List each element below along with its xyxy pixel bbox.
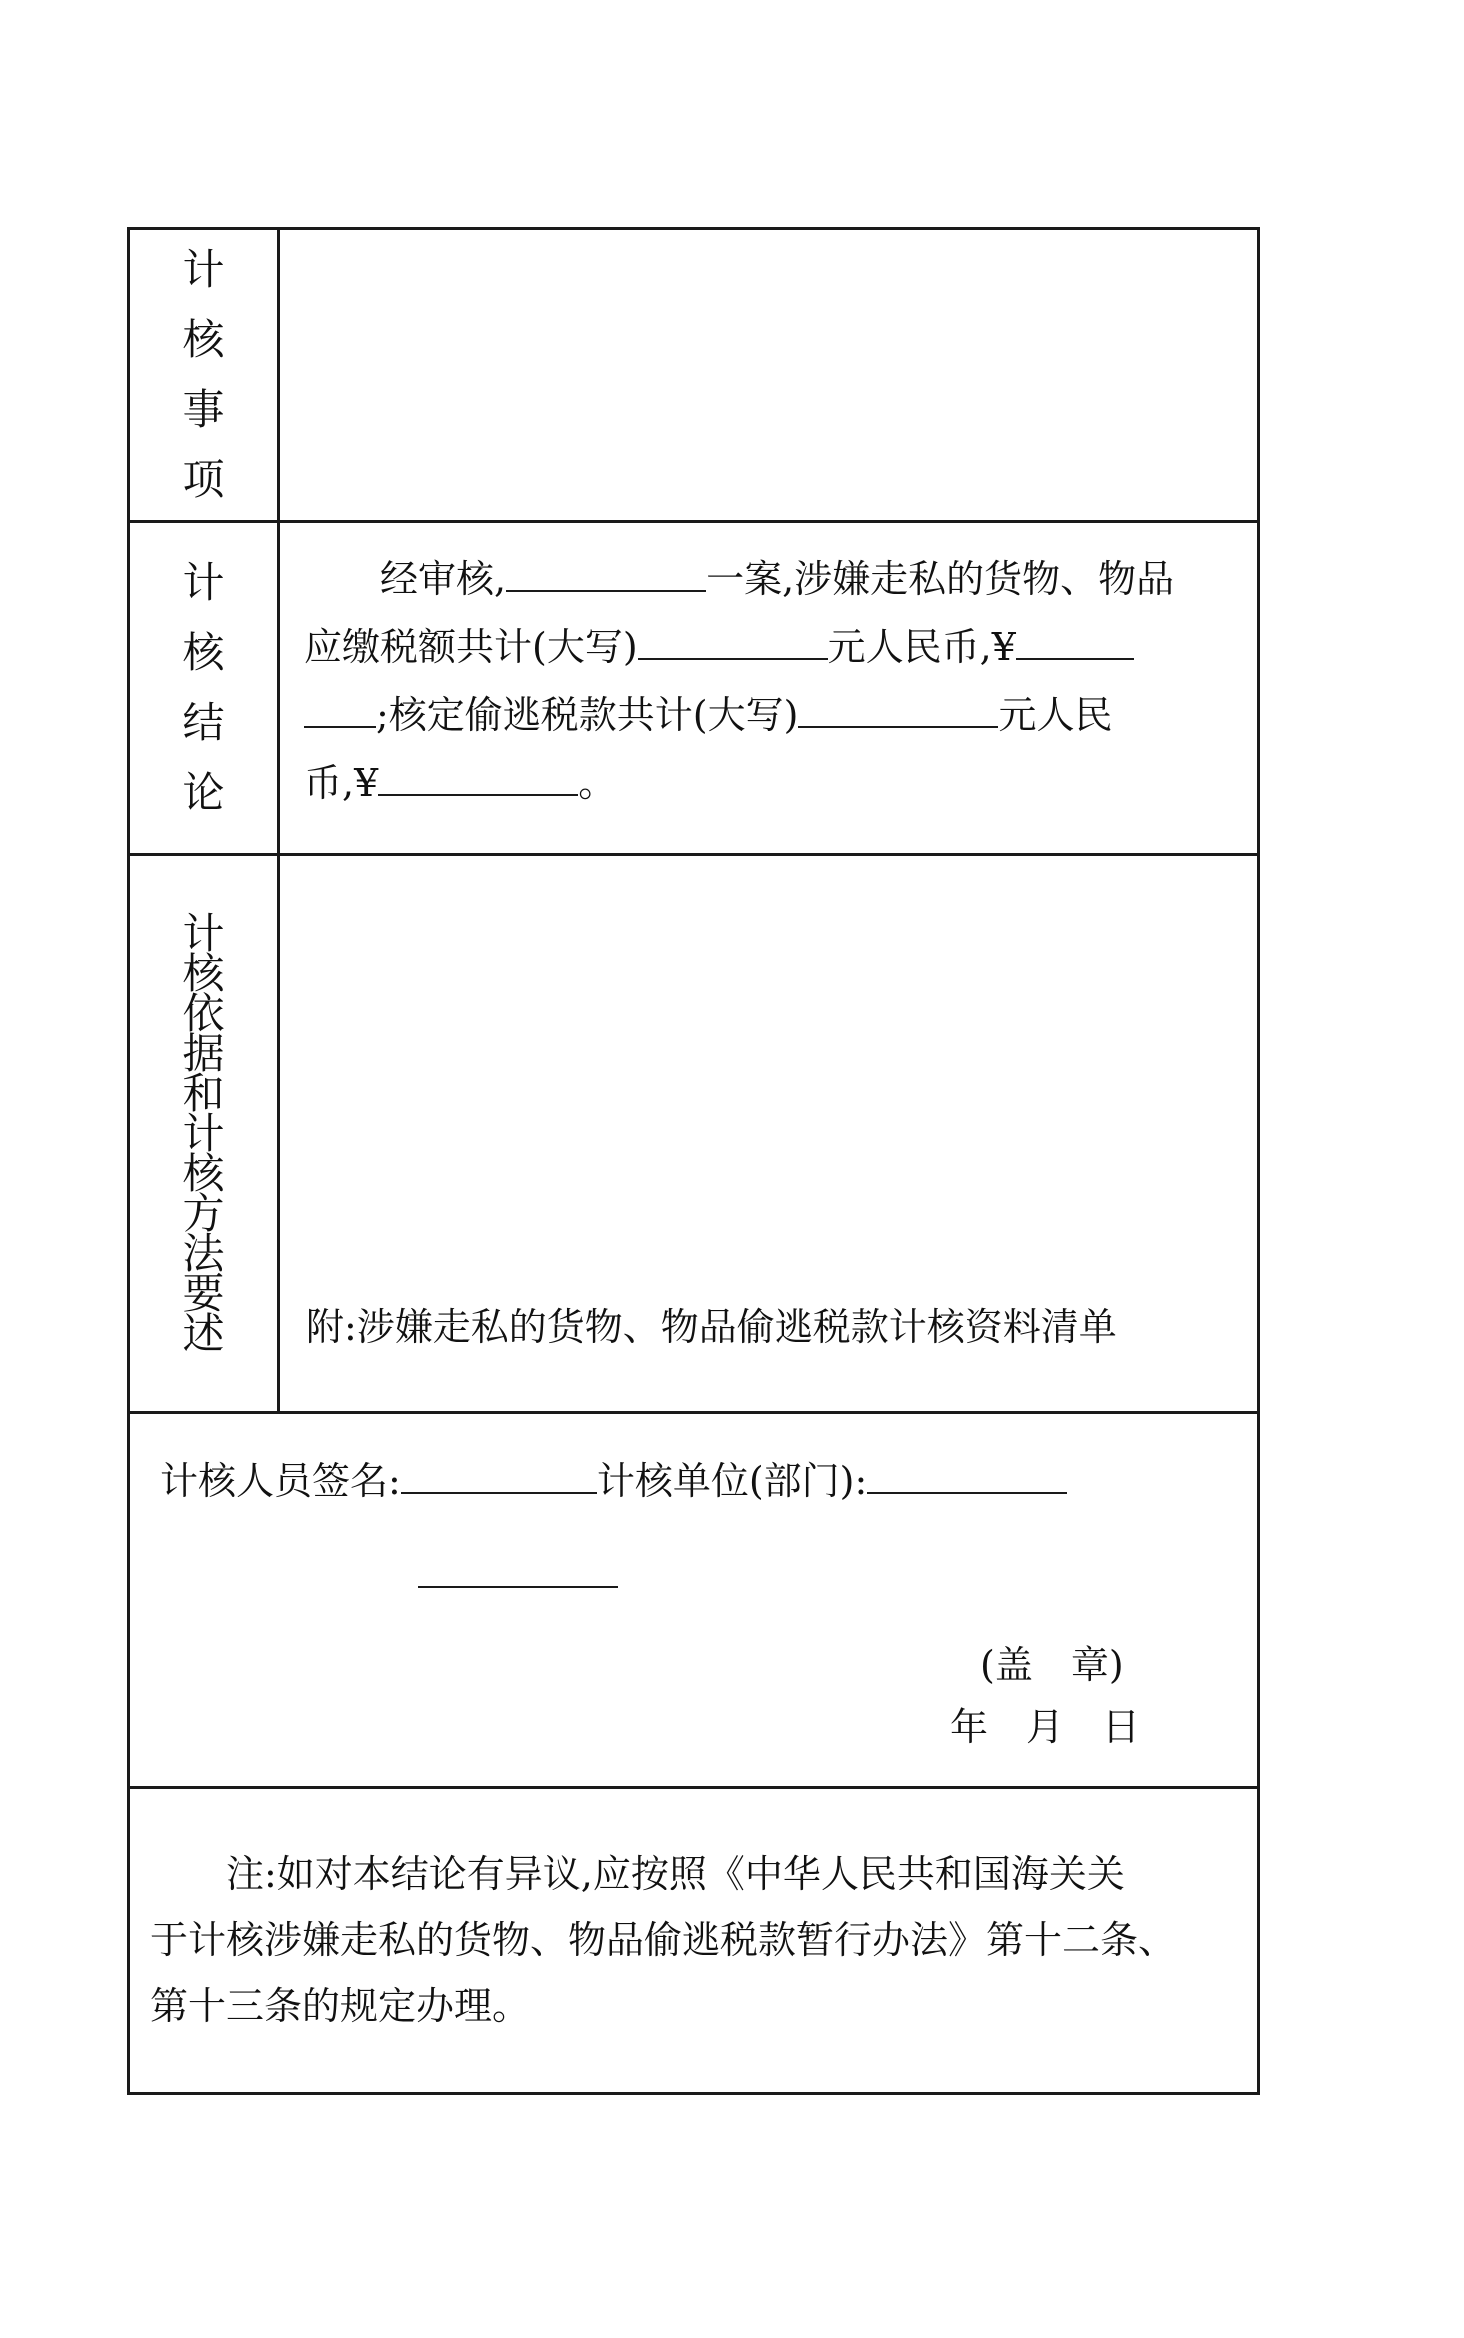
conclusion-text-part: 。: [578, 761, 617, 805]
note-line-1: 注:如对本结论有异议,应按照《中华人民共和国海关关: [226, 1852, 1125, 1896]
label-char: 核: [182, 1148, 225, 1198]
note-line-2: 于计核涉嫌走私的货物、物品偷逃税款暂行办法》第十二条、: [150, 1918, 1177, 1962]
conclusion-line-3: [304, 681, 1243, 749]
label-char: 法: [182, 1228, 225, 1278]
label-char: 事: [182, 385, 225, 434]
tax-amount-number-blank-cont[interactable]: [304, 696, 376, 728]
conclusion-text-part: 应缴税额共计(大写): [304, 625, 638, 669]
conclusion-text-part: ;核定偷逃税款共计(大写): [376, 693, 799, 737]
label-audit-conclusion: [130, 523, 280, 853]
label-char: 计: [182, 908, 225, 958]
row-audit-items: [130, 230, 1257, 520]
label-char: 要: [182, 1268, 225, 1318]
label-char: 核: [182, 948, 225, 998]
conclusion-text-part: 经审核,: [380, 557, 507, 601]
label-char: 述: [182, 1308, 225, 1358]
label-char: 计: [182, 245, 225, 294]
signature-line-2: [418, 1548, 1237, 1602]
label-char: 方: [182, 1188, 225, 1238]
note-text: [150, 1841, 1233, 2039]
conclusion-text-part: 元人民: [998, 693, 1113, 737]
label-char: 论: [182, 768, 225, 817]
signature-line-1: [160, 1454, 1237, 1508]
tax-amount-words-blank[interactable]: [638, 628, 828, 660]
unit-name-blank[interactable]: [867, 1462, 1067, 1494]
conclusion-line-1: [304, 545, 1243, 613]
note-line-3: 第十三条的规定办理。: [150, 1984, 531, 2028]
conclusion-text-part: 一案,涉嫌走私的货物、物品: [706, 557, 1175, 601]
case-name-blank[interactable]: [506, 560, 706, 592]
conclusion-text-part: 币,¥: [304, 761, 379, 805]
label-char: 据: [182, 1028, 225, 1078]
row-note: [130, 1789, 1257, 2092]
evaded-amount-number-blank[interactable]: [378, 764, 578, 796]
signer-label: 计核人员签名:: [160, 1459, 401, 1503]
label-char: 结: [182, 698, 225, 747]
conclusion-line-2: [304, 613, 1243, 681]
conclusion-text-part: 元人民币,¥: [827, 625, 1016, 669]
row-audit-basis: [130, 856, 1257, 1411]
conclusion-text: [280, 523, 1257, 853]
label-audit-basis: [130, 856, 280, 1411]
form-table: [127, 227, 1260, 2095]
unit-label: 计核单位(部门):: [596, 1459, 868, 1503]
audit-items-content[interactable]: [280, 230, 1257, 520]
audit-basis-content[interactable]: [280, 856, 1257, 1411]
label-char: 核: [182, 628, 225, 677]
label-char: 计: [182, 558, 225, 607]
label-char: 计: [182, 1108, 225, 1158]
label-audit-items: [130, 230, 280, 520]
date-label: 年 月 日: [950, 1705, 1141, 1749]
row-signature: [130, 1414, 1257, 1786]
signature-block: [160, 1454, 1237, 1602]
label-char: 和: [182, 1068, 225, 1118]
signer-name-blank[interactable]: [401, 1462, 597, 1494]
label-char: 核: [182, 315, 225, 364]
signer-name-blank-2[interactable]: [418, 1556, 618, 1588]
attachment-note: 附:涉嫌走私的货物、物品偷逃税款计核资料清单: [306, 1305, 1117, 1349]
label-char: 依: [182, 988, 225, 1038]
stamp-block: [950, 1634, 1140, 1758]
label-char: 项: [182, 455, 225, 504]
conclusion-line-4: [304, 749, 1243, 817]
evaded-amount-words-blank[interactable]: [798, 696, 998, 728]
stamp-label: (盖 章): [980, 1643, 1124, 1687]
tax-amount-number-blank[interactable]: [1016, 628, 1134, 660]
row-audit-conclusion: [130, 523, 1257, 853]
